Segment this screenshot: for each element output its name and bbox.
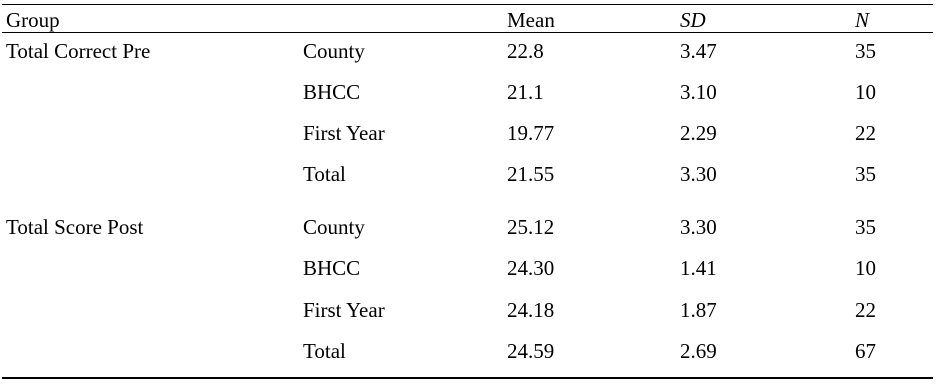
row-n: 35	[855, 215, 876, 239]
row-subgroup: First Year	[303, 121, 385, 145]
row-sd: 1.41	[680, 256, 717, 280]
header-mean: Mean	[507, 8, 555, 32]
row-sd: 1.87	[680, 298, 717, 322]
row-n: 35	[855, 39, 876, 63]
row-mean: 25.12	[507, 215, 555, 239]
row-mean: 24.18	[507, 298, 555, 322]
row-group-label: Total Correct Pre	[6, 39, 151, 63]
row-n: 22	[855, 121, 876, 145]
row-n: 67	[855, 339, 876, 363]
row-subgroup: County	[303, 39, 365, 63]
row-sd: 3.30	[680, 215, 717, 239]
row-subgroup: County	[303, 215, 365, 239]
row-subgroup: First Year	[303, 298, 385, 322]
row-mean: 24.30	[507, 256, 555, 280]
row-sd: 3.30	[680, 162, 717, 186]
row-sd: 3.47	[680, 39, 717, 63]
row-subgroup: BHCC	[303, 80, 361, 104]
row-mean: 19.77	[507, 121, 555, 145]
row-sd: 2.69	[680, 339, 717, 363]
row-n: 35	[855, 162, 876, 186]
row-subgroup: Total	[303, 339, 346, 363]
table-bottom-rule	[2, 377, 933, 379]
row-n: 10	[855, 80, 876, 104]
table-header-rule	[2, 32, 933, 33]
header-group: Group	[6, 8, 60, 32]
row-group-label: Total Score Post	[6, 215, 144, 239]
row-sd: 3.10	[680, 80, 717, 104]
row-mean: 21.1	[507, 80, 544, 104]
header-sd: SD	[680, 8, 706, 32]
row-mean: 22.8	[507, 39, 544, 63]
table-top-rule	[2, 4, 933, 5]
row-sd: 2.29	[680, 121, 717, 145]
header-n: N	[855, 8, 870, 32]
row-mean: 21.55	[507, 162, 555, 186]
row-mean: 24.59	[507, 339, 555, 363]
row-subgroup: Total	[303, 162, 346, 186]
row-n: 10	[855, 256, 876, 280]
row-subgroup: BHCC	[303, 256, 361, 280]
row-n: 22	[855, 298, 876, 322]
